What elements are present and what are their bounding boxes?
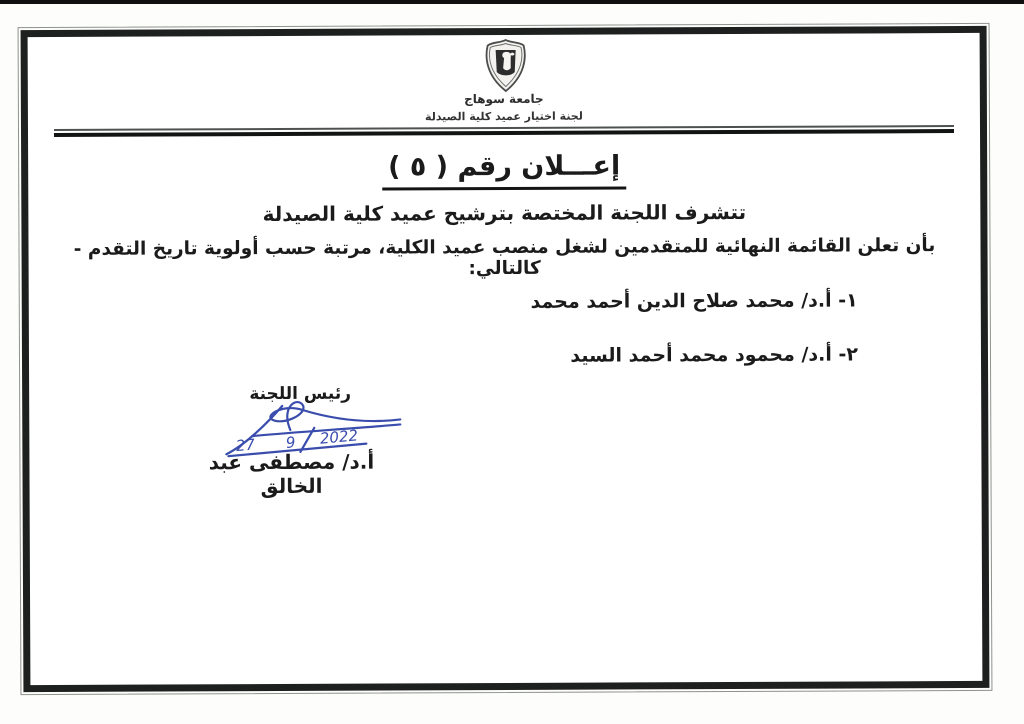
svg-text:9: 9 — [285, 433, 297, 452]
signatory-name: أ.د/ مصطفى عبد الخالق — [208, 449, 375, 499]
scanner-edge-strip — [0, 0, 1024, 4]
svg-text:27: 27 — [235, 435, 256, 456]
announcement-title: إعـــلان رقم ( ٥ ) — [382, 150, 626, 190]
svg-text:2022: 2022 — [319, 426, 359, 448]
university-emblem-icon — [481, 38, 531, 94]
committee-chair-label: رئيس اللجنة — [249, 383, 352, 405]
candidate-list-item-1: ١- أ.د/ محمد صلاح الدين أحمد محمد — [530, 289, 858, 313]
candidate-list-item-2: ٢- أ.د/ محمود محمد أحمد السيد — [570, 343, 859, 367]
handwritten-signature — [210, 393, 406, 470]
header-divider-rule — [54, 125, 954, 137]
intro-line-2: بأن تعلن القائمة النهائية للمتقدمين لشغل منصب عميد الكلية، مرتبة حسب أولوية تاريخ التقدم - كالتالي: — [73, 235, 936, 280]
committee-name: لجنة اختيار عميد كلية الصيدلة — [424, 109, 583, 124]
announcement-title-row — [28, 149, 980, 192]
university-name: جامعة سوهاج — [464, 91, 544, 107]
intro-line-1: تتشرف اللجنة المختصة بترشيح عميد كلية الصيدلة — [262, 199, 747, 227]
document-border-frame — [21, 26, 990, 692]
